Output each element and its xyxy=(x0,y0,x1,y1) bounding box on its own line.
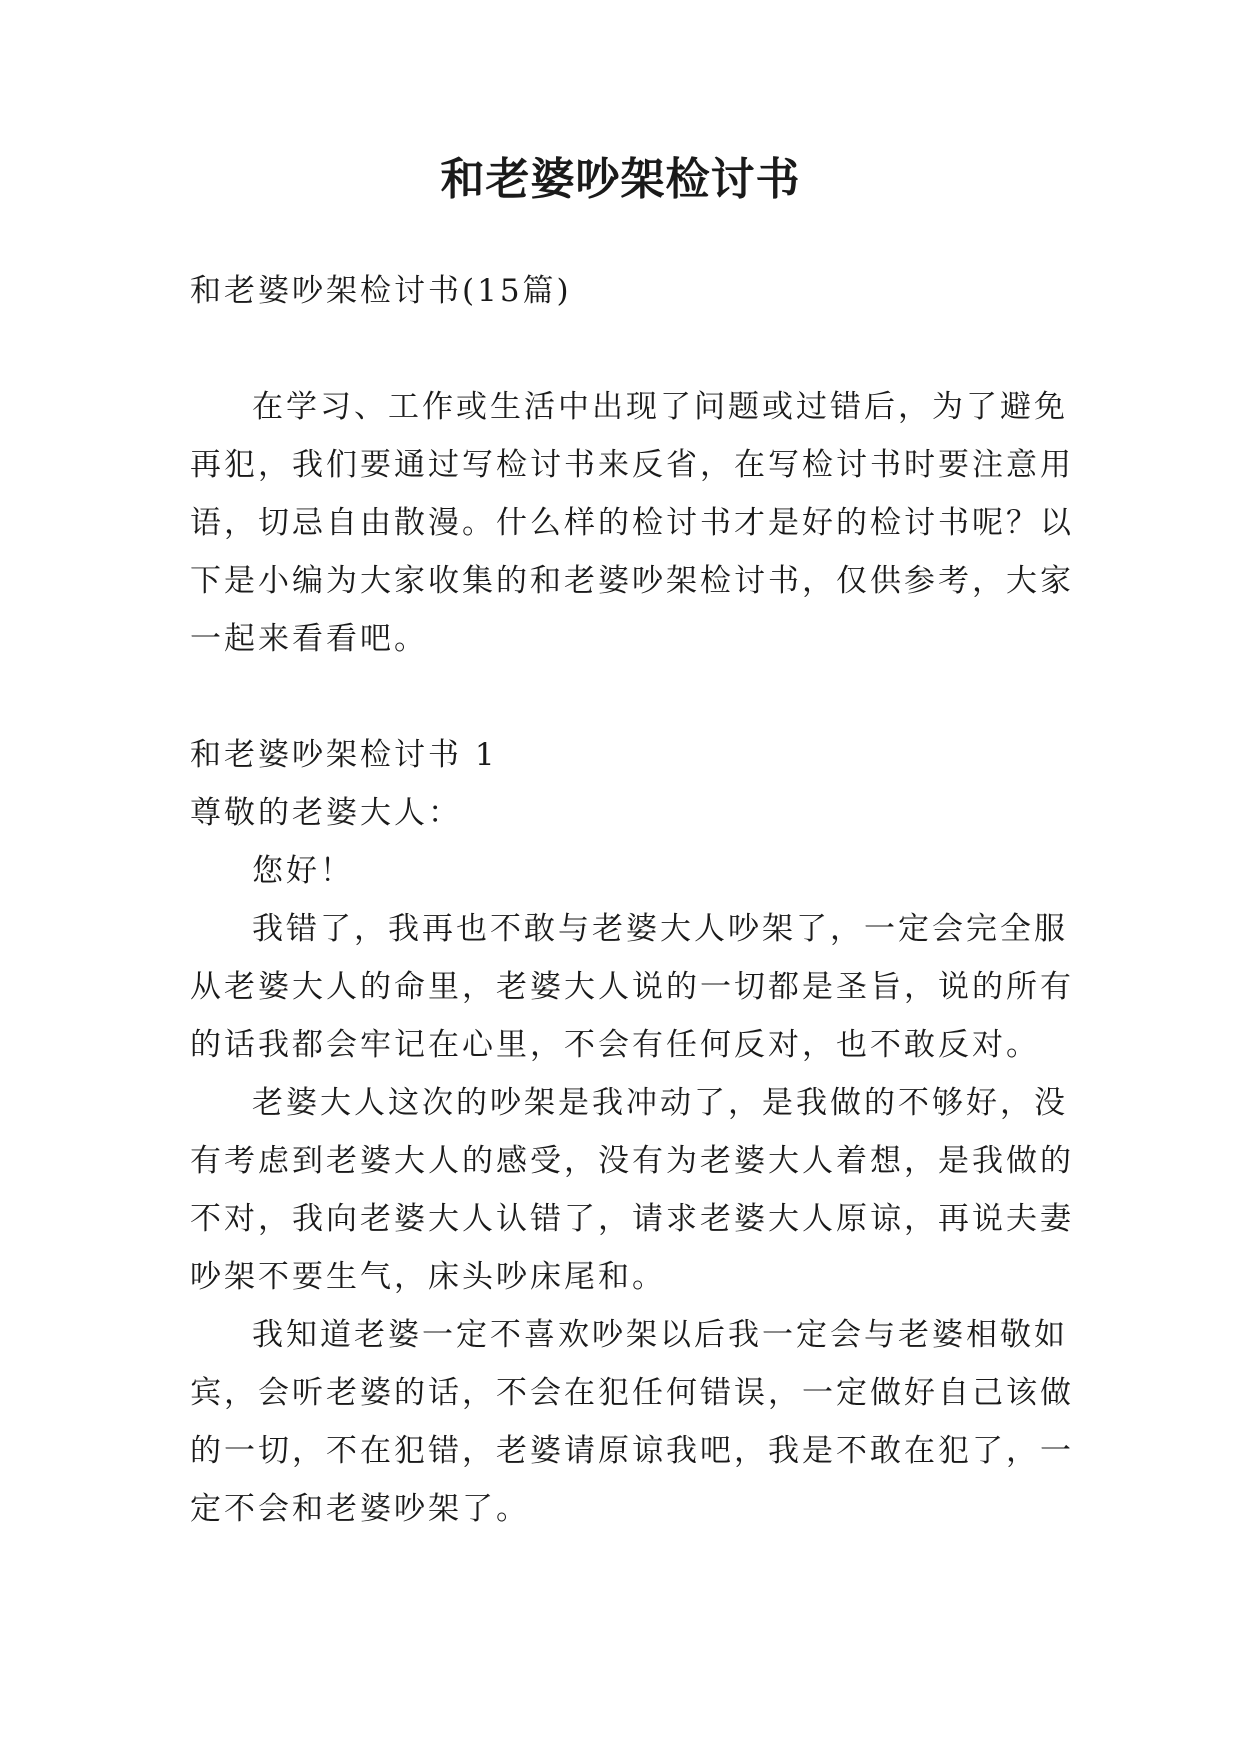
body-paragraph: 我错了，我再也不敢与老婆大人吵架了，一定会完全服从老婆大人的命里，老婆大人说的一切都是圣旨，说的所有的话我都会牢记在心里，不会有任何反对，也不敢反对。 xyxy=(190,911,1074,1063)
intro-paragraph: 在学习、工作或生活中出现了问题或过错后，为了避免再犯，我们要通过写检讨书来反省，在写检讨书时要注意用语，切忌自由散漫。什么样的检讨书才是好的检讨书呢？以下是小编为大家收集的和老婆吵架检讨书，仅供参考，大家一起来看看吧。 xyxy=(190,389,1074,657)
body-paragraph: 我知道老婆一定不喜欢吵架以后我一定会与老婆相敬如宾，会听老婆的话，不会在犯任何错误，一定做好自己该做的一切，不在犯错，老婆请原谅我吧，我是不敢在犯了，一定不会和老婆吵架了。 xyxy=(190,1317,1074,1527)
greeting: 您好！ xyxy=(252,853,354,889)
section-heading: 和老婆吵架检讨书 1 xyxy=(190,737,498,773)
body-paragraph: 老婆大人这次的吵架是我冲动了，是我做的不够好，没有考虑到老婆大人的感受，没有为老婆大人着想，是我做的不对，我向老婆大人认错了，请求老婆大人原谅，再说夫妻吵架不要生气，床头吵床尾和。 xyxy=(190,1085,1074,1295)
document-title: 和老婆吵架检讨书 xyxy=(440,154,801,205)
document-subtitle: 和老婆吵架检讨书(15篇) xyxy=(190,273,572,309)
salutation: 尊敬的老婆大人： xyxy=(190,795,462,831)
document-body xyxy=(190,262,1080,1538)
